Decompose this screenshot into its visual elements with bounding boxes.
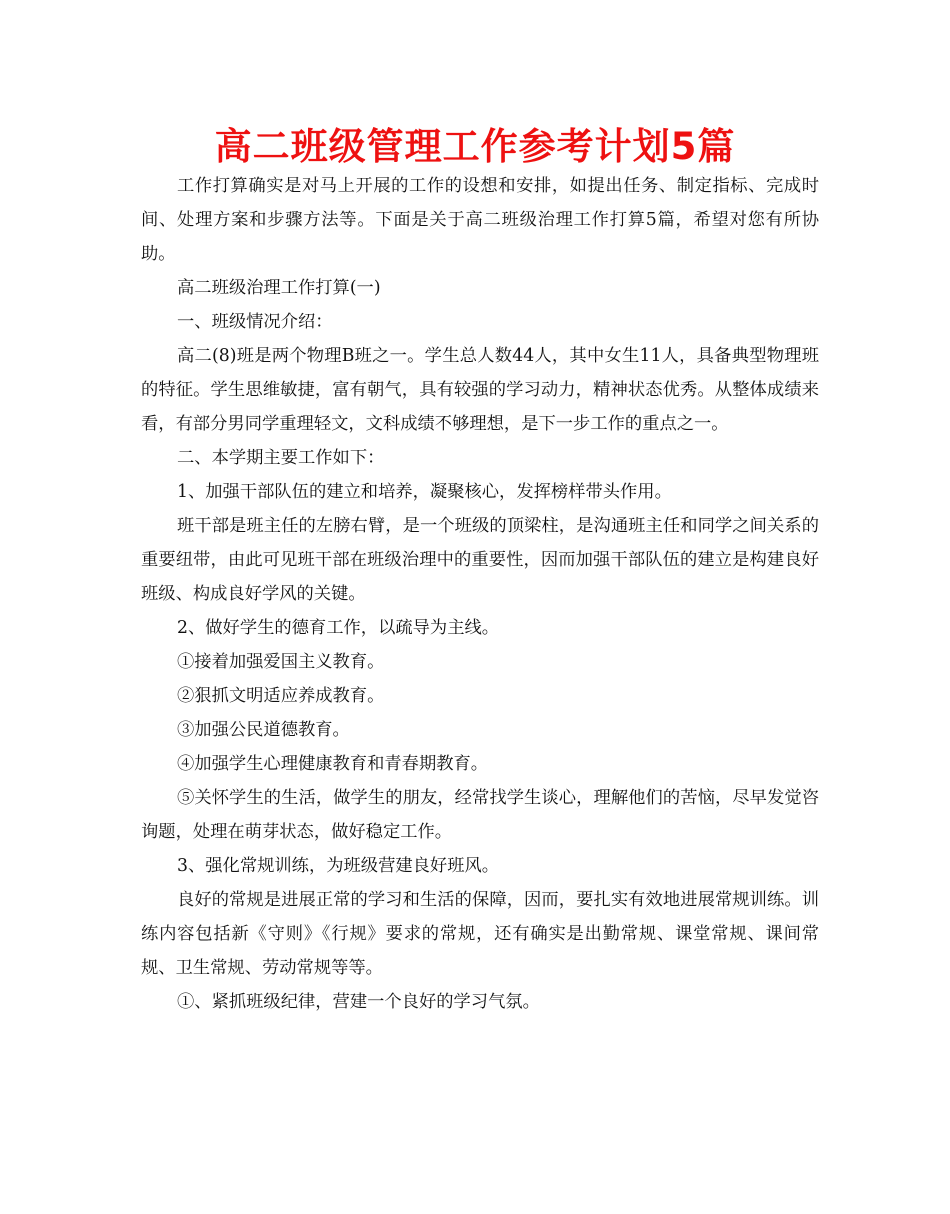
paragraph-subitem-3: ③加强公民道德教育。 [177,720,350,740]
paragraph-item-3-detail: 良好的常规是进展正常的学习和生活的保障，因而，要扎实有效地进展常规训练。训练内容包括新《守则》《行规》要求的常规，还有确实是出勤常规、课堂常规、课间常规、卫生常规、劳动常规等等。 [141,890,819,978]
paragraph-section-2-heading: 二、本学期主要工作如下： [177,448,385,468]
paragraph-plan-heading: 高二班级治理工作打算(一) [177,278,381,298]
paragraph-subitem-4: ④加强学生心理健康教育和青春期教育。 [177,754,489,774]
paragraph-section-1-heading: 一、班级情况介绍： [177,312,333,332]
paragraph-item-2: 2、做好学生的德育工作，以疏导为主线。 [177,618,500,638]
paragraph-subitem-5: ⑤关怀学生的生活，做学生的朋友，经常找学生谈心，理解他们的苦恼，尽早发觉咨询题，处理在萌芽状态，做好稳定工作。 [141,788,819,842]
document-title: 高二班级管理工作参考计划5篇 [214,125,736,168]
paragraph-intro: 工作打算确实是对马上开展的工作的设想和安排，如提出任务、制定指标、完成时间、处理方案和步骤方法等。下面是关于高二班级治理工作打算5篇，希望对您有所协助。 [141,176,819,264]
paragraph-item-1-detail: 班干部是班主任的左膀右臂，是一个班级的顶梁柱，是沟通班主任和同学之间关系的重要纽带，由此可见班干部在班级治理中的重要性，因而加强干部队伍的建立是构建良好班级、构成良好学风的关键。 [141,516,819,604]
paragraph-class-description: 高二(8)班是两个物理B班之一。学生总人数44人，其中女生11人，具备典型物理班的特征。学生思维敏捷，富有朝气，具有较强的学习动力，精神状态优秀。从整体成绩来看，有部分男同学重理轻文，文科成绩不够理想，是下一步工作的重点之一。 [141,346,819,434]
paragraph-subitem-1: ①接着加强爱国主义教育。 [177,652,385,672]
paragraph-item-3: 3、强化常规训练，为班级营建良好班风。 [177,856,500,876]
paragraph-subitem-2: ②狠抓文明适应养成教育。 [177,686,385,706]
paragraph-item-3-sub-1: ①、紧抓班级纪律，营建一个良好的学习气氛。 [177,992,540,1012]
paragraph-item-1: 1、加强干部队伍的建立和培养，凝聚核心，发挥榜样带头作用。 [177,482,672,502]
document-body [141,169,819,1019]
